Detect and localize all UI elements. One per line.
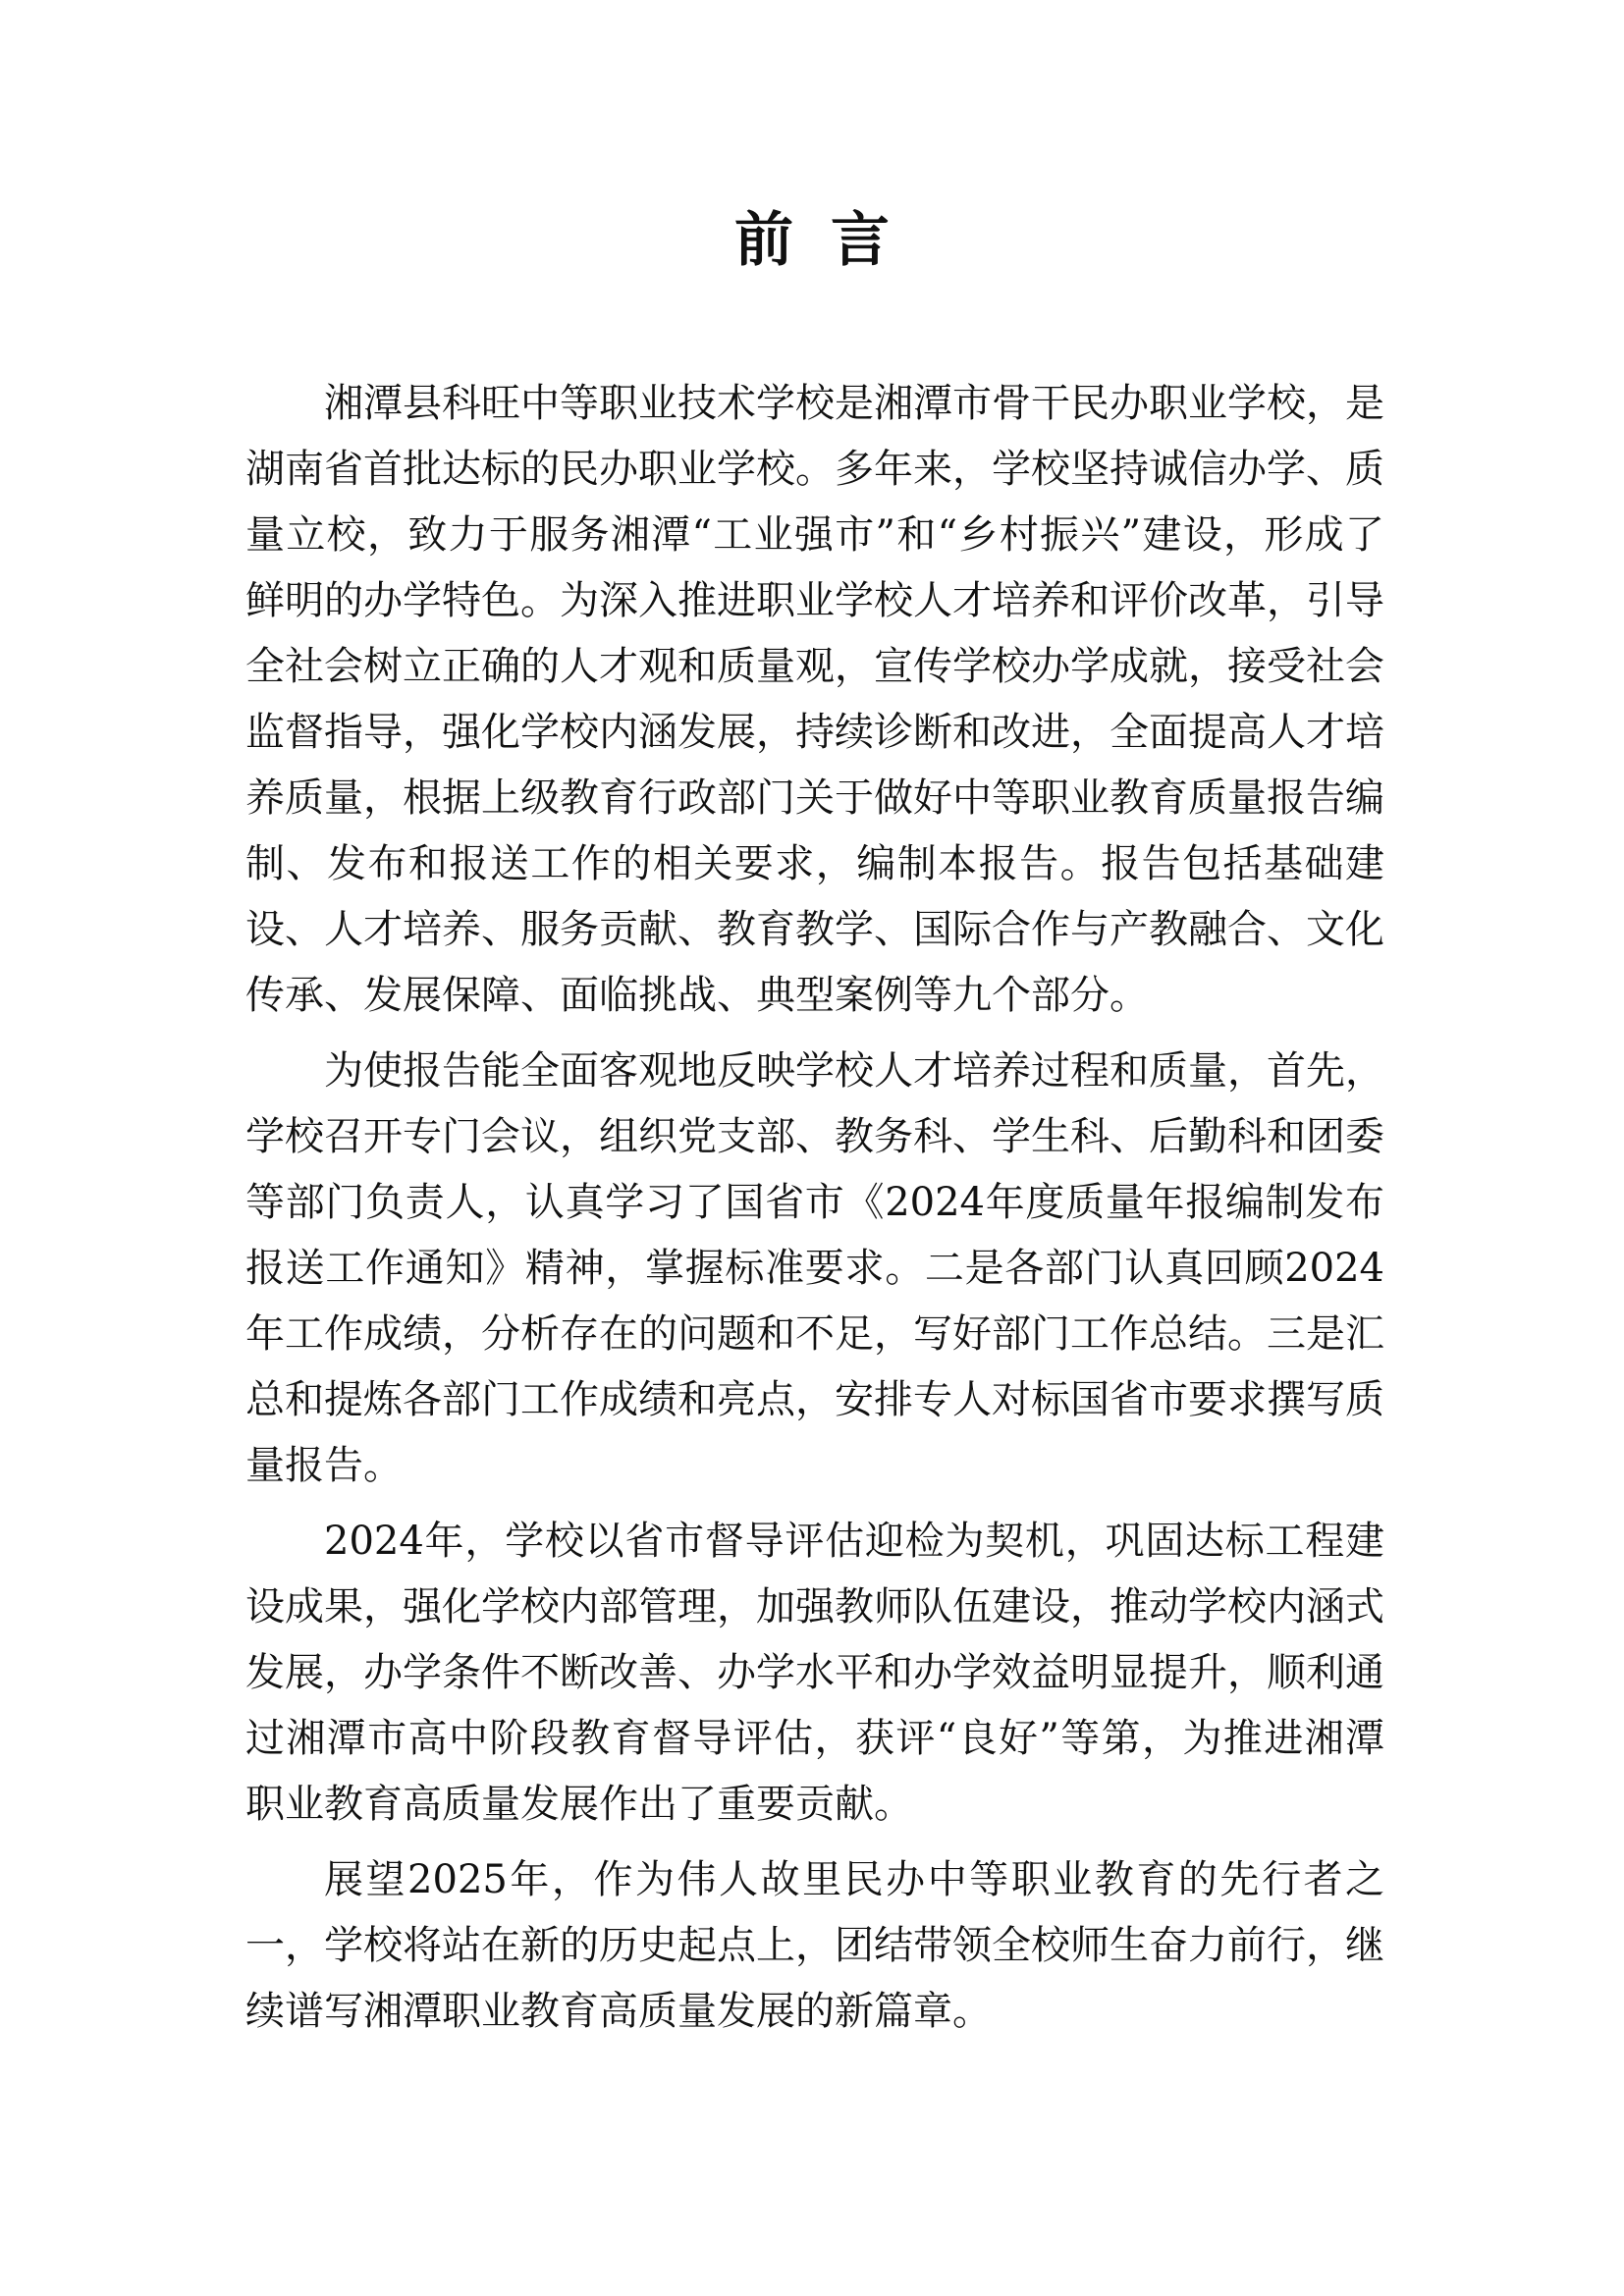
paragraph-3: 2024年，学校以省市督导评估迎检为契机，巩固达标工程建设成果，强化学校内部管理，加强教师队伍建设，推动学校内涵式发展，办学条件不断改善、办学水平和办学效益明显提升，顺利通过湘潭市高中阶段教育督导评估，获评“良好”等第，为推进湘潭职业教育高质量发展作出了重要贡献。 [245,1519,1384,1827]
paragraph-1: 湘潭县科旺中等职业技术学校是湘潭市骨干民办职业学校，是湖南省首批达标的民办职业学校。多年来，学校坚持诚信办学、质量立校，致力于服务湘潭“工业强市”和“乡村振兴”建设，形成了鲜明的办学特色。为深入推进职业学校人才培养和评价改革，引导全社会树立正确的人才观和质量观，宣传学校办学成就，接受社会监督指导，强化学校内涵发展，持续诊断和改进，全面提高人才培养质量，根据上级教育行政部门关于做好中等职业教育质量报告编制、发布和报送工作的相关要求，编制本报告。报告包括基础建设、人才培养、服务贡献、教育教学、国际合作与产教融合、文化传承、发展保障、面临挑战、典型案例等九个部分。 [245,381,1384,1018]
paragraph-4: 展望2025年，作为伟人故里民办中等职业教育的先行者之一，学校将站在新的历史起点上，团结带领全校师生奋力前行，继续谱写湘潭职业教育高质量发展的新篇章。 [245,1857,1384,2034]
document-body [245,371,1384,2055]
page-title: 前言 [734,206,927,275]
paragraph-2: 为使报告能全面客观地反映学校人才培养过程和质量，首先，学校召开专门会议，组织党支部、教务科、学生科、后勤科和团委等部门负责人，认真学习了国省市《2024年度质量年报编制发布报送工作通知》精神，掌握标准要求。二是各部门认真回顾2024年工作成绩，分析存在的问题和不足，写好部门工作总结。三是汇总和提炼各部门工作成绩和亮点，安排专人对标国省市要求撰写质量报告。 [245,1048,1384,1488]
